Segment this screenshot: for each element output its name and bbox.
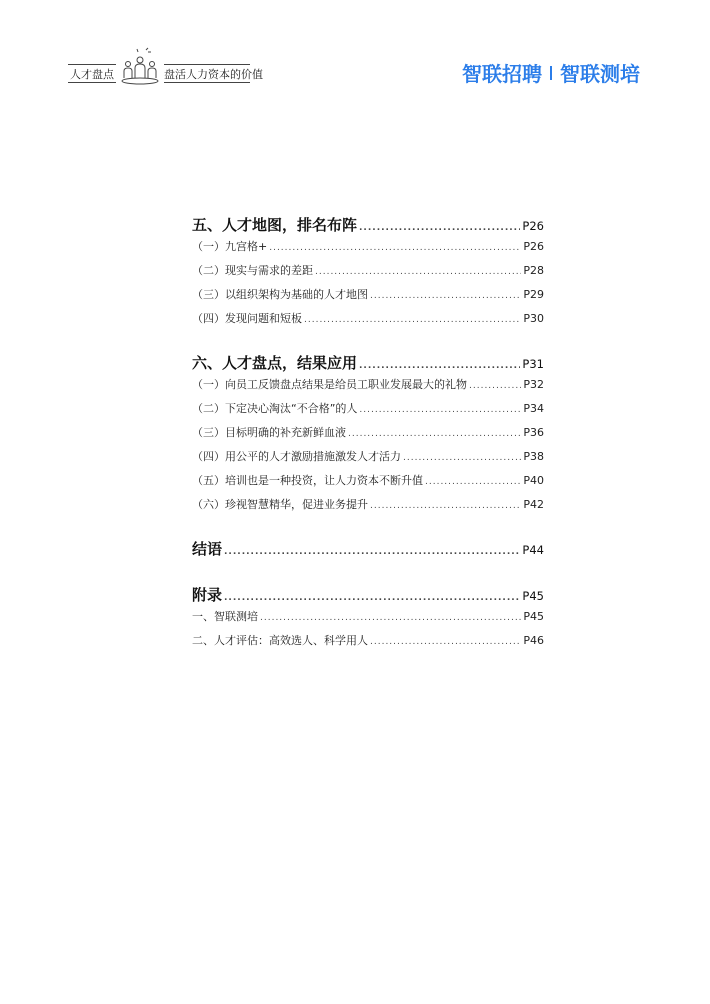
toc-item-label: 二、人才评估：高效选人、科学用人	[192, 634, 368, 647]
leader-dots	[370, 291, 521, 301]
toc-page-number: P26	[522, 219, 544, 233]
brand-primary: 智联招聘	[462, 62, 542, 86]
toc-item-label: （三）目标明确的补充新鲜血液	[192, 426, 346, 439]
toc-page-number: P30	[523, 312, 544, 325]
toc-section	[192, 214, 544, 334]
toc-item[interactable]	[192, 238, 544, 262]
toc-item[interactable]	[192, 376, 544, 400]
divider	[164, 82, 250, 83]
leader-dots	[403, 453, 521, 463]
toc-page-number: P32	[523, 378, 544, 391]
toc-heading-label: 附录	[192, 586, 223, 604]
divider	[68, 64, 116, 65]
toc-item[interactable]	[192, 472, 544, 496]
toc-page-number: P36	[523, 426, 544, 439]
leader-dots	[348, 429, 521, 439]
toc-item[interactable]	[192, 262, 544, 286]
leader-dots	[425, 477, 521, 487]
toc-page-number: P28	[523, 264, 544, 277]
leader-dots	[269, 243, 521, 253]
leader-dots	[359, 361, 520, 371]
toc-section	[192, 538, 544, 562]
leader-dots	[469, 381, 521, 391]
toc-page-number: P26	[523, 240, 544, 253]
toc-item[interactable]	[192, 310, 544, 334]
toc-item-label: 一、智联测培	[192, 610, 258, 623]
leader-dots	[260, 613, 521, 623]
toc-page-number: P44	[522, 543, 544, 557]
toc-page-number: P46	[523, 634, 544, 647]
leader-dots	[304, 315, 521, 325]
divider	[164, 64, 250, 65]
header-tagline	[68, 50, 268, 90]
toc-page-number: P34	[523, 402, 544, 415]
toc-heading-label: 五、人才地图，排名布阵	[192, 216, 358, 234]
toc-item[interactable]	[192, 286, 544, 310]
toc-item-label: （三）以组织架构为基础的人才地图	[192, 288, 368, 301]
toc-item-label: （六）珍视智慧精华，促进业务提升	[192, 498, 368, 511]
toc-section	[192, 352, 544, 520]
divider	[68, 82, 116, 83]
toc-item-label: （一）九宫格+	[192, 240, 268, 253]
toc-page-number: P45	[522, 589, 544, 603]
toc-heading[interactable]	[192, 538, 544, 562]
people-group-icon	[118, 44, 162, 86]
page-header	[0, 0, 710, 110]
toc-item[interactable]	[192, 448, 544, 472]
brand-secondary: 智联测培	[560, 62, 640, 86]
leader-dots	[370, 501, 521, 511]
brand-separator	[550, 66, 552, 80]
leader-dots	[359, 223, 520, 233]
toc-item-label: （一）向员工反馈盘点结果是给员工职业发展最大的礼物	[192, 378, 467, 391]
toc-item-label: （五）培训也是一种投资，让人力资本不断升值	[192, 474, 423, 487]
toc-item-label: （四）发现问题和短板	[192, 312, 302, 325]
toc-page-number: P38	[523, 450, 544, 463]
leader-dots	[315, 267, 521, 277]
brand-logo	[462, 58, 640, 87]
toc-heading-label: 六、人才盘点，结果应用	[192, 354, 358, 372]
toc-section	[192, 584, 544, 656]
toc-page-number: P29	[523, 288, 544, 301]
toc-page-number: P45	[523, 610, 544, 623]
header-right-text: 盘活人力资本的价值	[164, 68, 263, 81]
toc-item[interactable]	[192, 632, 544, 656]
leader-dots	[359, 405, 521, 415]
toc-item[interactable]	[192, 400, 544, 424]
toc-heading[interactable]	[192, 584, 544, 608]
toc-page-number: P31	[522, 357, 544, 371]
toc-page-number: P42	[523, 498, 544, 511]
toc-item[interactable]	[192, 424, 544, 448]
toc-item-label: （二）现实与需求的差距	[192, 264, 313, 277]
toc-item[interactable]	[192, 496, 544, 520]
toc-item-label: （二）下定决心淘汰“不合格”的人	[192, 402, 358, 415]
table-of-contents	[192, 214, 544, 674]
toc-heading[interactable]	[192, 352, 544, 376]
toc-heading-label: 结语	[192, 540, 223, 558]
leader-dots	[370, 637, 521, 647]
header-left-text: 人才盘点	[70, 68, 114, 81]
toc-item[interactable]	[192, 608, 544, 632]
toc-page-number: P40	[523, 474, 544, 487]
toc-item-label: （四）用公平的人才激励措施激发人才活力	[192, 450, 401, 463]
toc-heading[interactable]	[192, 214, 544, 238]
leader-dots	[224, 547, 520, 557]
leader-dots	[224, 593, 520, 603]
